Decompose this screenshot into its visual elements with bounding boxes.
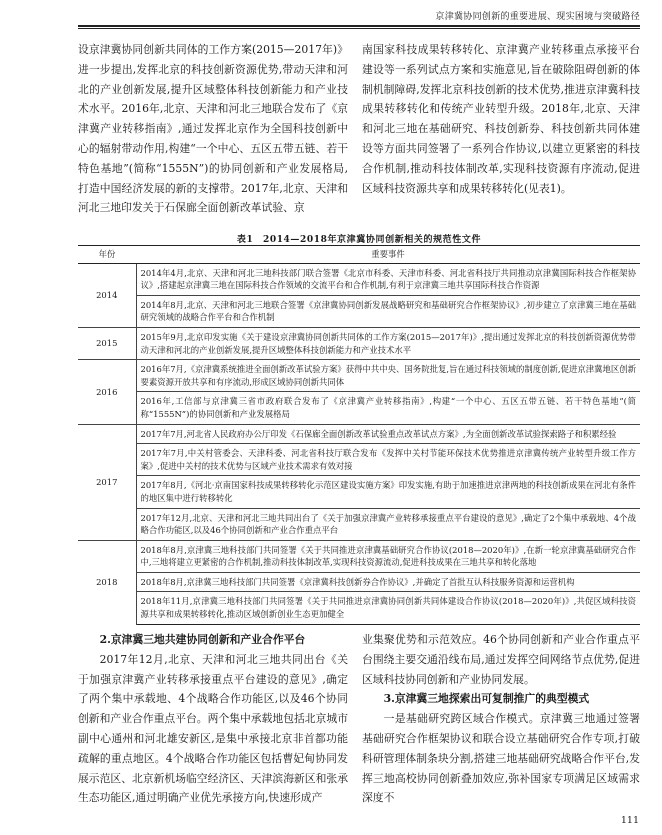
body-paragraph: 2017年12月,北京、天津和河北三地共同出台《关于加强京津冀产业转移承接重点平台建设的意见》,确定了两个集中承载地、4个战略合作功能区,以及46个协同创新和产业合作重点平台。两个集中承载地包括北京城市副中心通州和河北雄安新区,是集中承接北京非首都功能疏解的重点地区。4个战略合作功能区包括曹妃甸协同发展示范区、北京新机场临空经济区、天津滨海新区和张承生态功能区,通过明确产业优先承接方向,快速形成产 xyxy=(78,652,348,805)
table-row xyxy=(78,508,640,540)
event-cell: 2018年8月,京津冀三地科技部门共同签署《京津冀科技创新券合作协议》,并确定了首批互认科技服务资源和运营机构 xyxy=(136,572,640,592)
table-row xyxy=(78,327,640,359)
year-cell: 2017 xyxy=(78,424,136,540)
left-column-top xyxy=(78,40,348,218)
table-row xyxy=(78,263,640,295)
event-cell: 2017年7月,河北省人民政府办公厅印发《石保廊全面创新改革试验重点改革试点方案》,为全面创新改革试验探索路子和积累经验 xyxy=(136,424,640,444)
body-paragraph: 南国家科技成果转移转化、京津冀产业转移重点承接平台建设等一系列试点方案和实施意见,旨在破除阻碍创新的体制机制障碍,发挥北京科技创新的技术优势,推进京津冀科技成果转移转化和传统产业转型升级。2018年,北京、天津和河北三地在基础研究、科技创新券、科技创新共同体建设等方面共同签署了一系列合作协议,以建立更紧密的科技合作机制,推动科技体制改革,实现科技资源有序流动,促进区域科技资源共享和成果转移转化(见表1)。 xyxy=(362,43,640,195)
section-heading: 3.京津冀三地探索出可复制推广的典型模式 xyxy=(383,692,590,706)
header-year: 年份 xyxy=(78,246,136,264)
left-column-bottom xyxy=(78,630,348,808)
table-caption: 表1 2014—2018年京津冀协同创新相关的规范性文件 xyxy=(236,235,482,245)
event-cell: 2017年8月,《河北·京南国家科技成果转移转化示范区建设实施方案》印发实施,有助于加速推进京津两地的科技创新成果在河北有条件的地区集中进行转移转化 xyxy=(136,476,640,508)
table-row xyxy=(78,360,640,392)
body-paragraph: 业集聚优势和示范效应。46个协同创新和产业合作重点平台围绕主要交通沿线布局,通过发挥空间网络节点优势,促进区域科技协同创新和产业协同发展。 xyxy=(362,633,640,686)
right-column-bottom xyxy=(362,630,640,808)
header-rule-thin xyxy=(78,28,640,29)
table-row xyxy=(78,444,640,476)
body-paragraph: 一是基础研究跨区域合作模式。京津冀三地通过签署基础研究合作框架协议和联合设立基础研究合作专项,打破科研管理体制条块分割,搭建三地基础研究战略合作平台,发挥三地高校协同创新叠加效应,弥补国家专项满足区域需求深度不 xyxy=(362,712,640,805)
header-rule xyxy=(78,25,640,27)
table-row xyxy=(78,540,640,572)
right-column-top xyxy=(362,40,640,198)
year-cell: 2016 xyxy=(78,360,136,424)
event-cell: 2017年12月,北京、天津和河北三地共同出台了《关于加强京津冀产业转移承接重点平台建设的意见》,确定了2个集中承载地、4个战略合作功能区,以及46个协同创新和产业合作重点平台 xyxy=(136,508,640,540)
table-row xyxy=(78,392,640,424)
running-header: 京津冀协同创新的重要进展、现实困境与突破路径 xyxy=(435,12,640,22)
year-cell: 2015 xyxy=(78,327,136,359)
event-cell: 2015年9月,北京印发实施《关于建设京津冀协同创新共同体的工作方案(2015—2017年)》,提出通过发挥北京的科技创新资源优势带动天津和河北的产业创新发展,提升区域整体科技创新能力和产业技术水平 xyxy=(136,327,640,359)
event-cell: 2018年11月,京津冀三地科技部门共同签署《关于共同推进京津冀协同创新共同体建设合作协议(2018—2020年)》,共促区域科技资源共享和成果转移转化,推动区域创新创业生态更加健全 xyxy=(136,592,640,624)
event-cell: 2018年8月,京津冀三地科技部门共同签署《关于共同推进京津冀基础研究合作协议(2018—2020年)》,在新一轮京津冀基础研究合作中,三地将建立更紧密的合作机制,推动科技体制改革,实现科技资源流动,促进科技成果在三地共享和转化落地 xyxy=(136,540,640,572)
event-cell: 2014年8月,北京、天津和河北三地联合签署《京津冀协同创新发展战略研究和基础研究合作框架协议》,初步建立了京津冀三地在基础研究领域的战略合作平台和合作机制 xyxy=(136,295,640,327)
table-row xyxy=(78,572,640,592)
table-header-row xyxy=(78,246,640,264)
section-heading: 2.京津冀三地共建协同创新和产业合作平台 xyxy=(99,633,306,646)
event-cell: 2014年4月,北京、天津和河北三地科技部门联合签署《北京市科委、天津市科委、河北省科技厅共同推动京津冀国际科技合作框架协议》,搭建起京津冀三地在国际科技合作领域的交流平台和合作机制,有利于京津冀三地共享国际科技合作资源 xyxy=(136,263,640,295)
table-row xyxy=(78,295,640,327)
page-number: 111 xyxy=(620,815,639,826)
table-row xyxy=(78,592,640,624)
regulations-table xyxy=(78,245,640,625)
body-paragraph: 设京津冀协同创新共同体的工作方案(2015—2017年)》进一步提出,发挥北京的科技创新资源优势,带动天津和河北的产业创新发展,提升区域整体科技创新能力和产业技术水平。2016年,北京、天津和河北三地联合发布了《京津冀产业转移指南》,通过发挥北京作为全国科技创新中心的辐射带动作用,构建“一个中心、五区五带五链、若干特色基地”(简称“1555N”)的协同创新和产业发展格局,打造中国经济发展的新的支撑带。2017年,北京、天津和河北三地印发关于石保廊全面创新改革试验、京 xyxy=(78,43,348,215)
event-cell: 2016年7月,《京津冀系统推进全面创新改革试验方案》获得中共中央、国务院批复,旨在通过科技领域的制度创新,促进京津冀地区创新要素资源开放共享和有序流动,形成区域协同创新共同体 xyxy=(136,360,640,392)
table-row xyxy=(78,424,640,444)
event-cell: 2016年,工信部与京津冀三省市政府联合发布了《京津冀产业转移指南》,构建“一个中心、五区五带五链、若干特色基地”(简称“1555N”)的协同创新和产业发展格局 xyxy=(136,392,640,424)
header-events: 重要事件 xyxy=(136,246,640,264)
year-cell: 2014 xyxy=(78,263,136,327)
table-row xyxy=(78,476,640,508)
event-cell: 2017年7月,中关村管委会、天津科委、河北省科技厅联合发布《发挥中关村节能环保技术优势推进京津冀传统产业转型升级工作方案》,促进中关村的技术优势与区域产业技术需求有效对接 xyxy=(136,444,640,476)
year-cell: 2018 xyxy=(78,540,136,624)
